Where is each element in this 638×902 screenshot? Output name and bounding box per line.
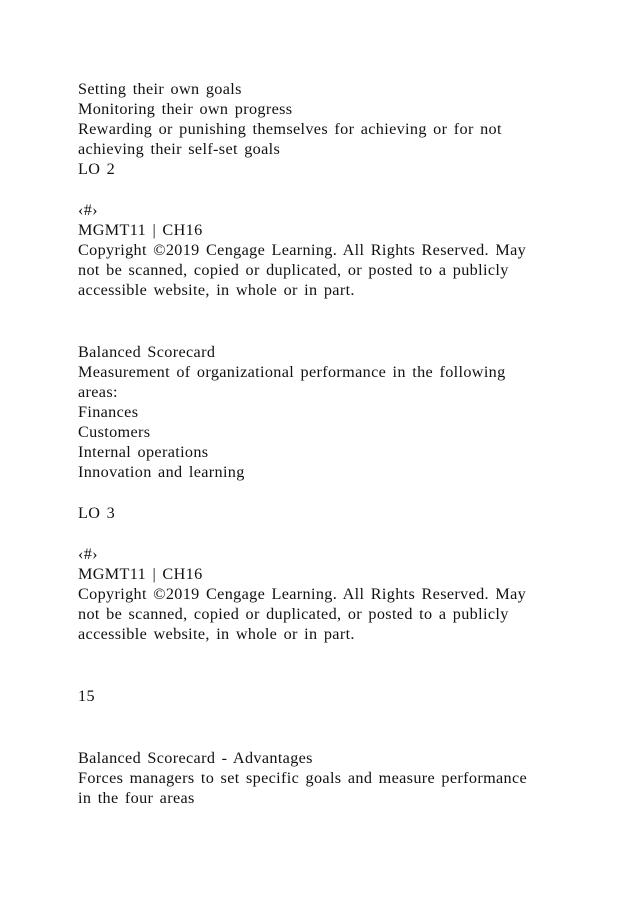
list-item: achieving their self-set goals	[78, 140, 281, 158]
copyright-line: not be scanned, copied or duplicated, or posted to a publicly	[78, 261, 509, 279]
copyright-line: not be scanned, copied or duplicated, or posted to a publicly	[78, 605, 509, 623]
list-item: Customers	[78, 423, 151, 441]
copyright-line: accessible website, in whole or in part.	[78, 625, 355, 643]
course-label: MGMT11 | CH16	[78, 565, 203, 583]
section-title: Balanced Scorecard	[78, 343, 216, 361]
slide-number: ‹#›	[78, 201, 98, 219]
list-item: Monitoring their own progress	[78, 100, 293, 118]
learning-objective: LO 2	[78, 160, 116, 178]
list-item: Setting their own goals	[78, 80, 242, 98]
page-number: 15	[78, 687, 95, 705]
body-line: areas:	[78, 383, 118, 401]
list-item: Innovation and learning	[78, 463, 245, 481]
list-item: Rewarding or punishing themselves for achieving or for not	[78, 120, 502, 138]
list-item: Finances	[78, 403, 139, 421]
slide-number: ‹#›	[78, 545, 98, 563]
body-line: Forces managers to set specific goals and measure performance	[78, 769, 528, 787]
course-label: MGMT11 | CH16	[78, 221, 203, 239]
section-title: Balanced Scorecard - Advantages	[78, 749, 313, 767]
copyright-line: Copyright ©2019 Cengage Learning. All Rights Reserved. May	[78, 585, 527, 603]
body-line: Measurement of organizational performance in the following	[78, 363, 506, 381]
learning-objective: LO 3	[78, 504, 116, 522]
list-item: Internal operations	[78, 443, 209, 461]
body-line: in the four areas	[78, 789, 195, 807]
copyright-line: Copyright ©2019 Cengage Learning. All Rights Reserved. May	[78, 241, 527, 259]
copyright-line: accessible website, in whole or in part.	[78, 281, 355, 299]
